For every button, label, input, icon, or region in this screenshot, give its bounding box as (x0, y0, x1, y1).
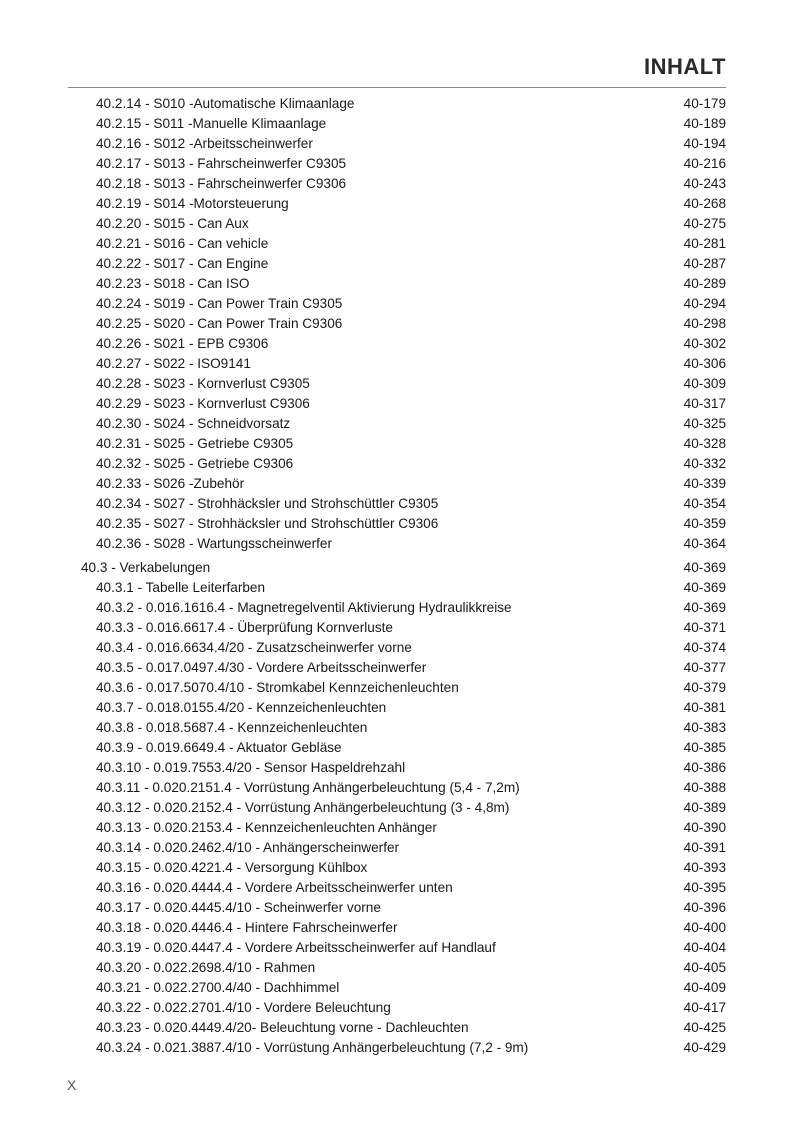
toc-entry-title: 40.3.23 - 0.020.4449.4/20- Beleuchtung vorne - Dachleuchten (96, 1020, 469, 1035)
toc-entry-page: 40-379 (683, 680, 726, 695)
toc-entry-page: 40-425 (683, 1020, 726, 1035)
header-divider (68, 87, 726, 88)
toc-entry-title: 40.2.27 - S022 - ISO9141 (96, 356, 251, 371)
toc-entry[interactable] (0, 494, 794, 514)
toc-entry-title: 40.2.33 - S026 -Zubehör (96, 476, 245, 491)
toc-entry[interactable] (0, 698, 794, 718)
toc-entry[interactable] (0, 294, 794, 314)
toc-entry-title: 40.3.18 - 0.020.4446.4 - Hintere Fahrscheinwerfer (96, 920, 398, 935)
toc-entry-title: 40.3.6 - 0.017.5070.4/10 - Stromkabel Kennzeichenleuchten (96, 680, 459, 695)
toc-entry-page: 40-325 (683, 416, 726, 431)
toc-entry-page: 40-429 (683, 1040, 726, 1055)
toc-entry-title: 40.2.15 - S011 -Manuelle Klimaanlage (96, 116, 327, 131)
toc-entry-title: 40.3.22 - 0.022.2701.4/10 - Vordere Beleuchtung (96, 1000, 391, 1015)
toc-entry-title: 40.3.24 - 0.021.3887.4/10 - Vorrüstung Anhängerbeleuchtung (7,2 - 9m) (96, 1040, 529, 1055)
toc-entry[interactable] (0, 918, 794, 938)
toc-entry-page: 40-216 (683, 156, 726, 171)
toc-entry-page: 40-386 (683, 760, 726, 775)
toc-entry-page: 40-268 (683, 196, 726, 211)
toc-entry-title: 40.3.1 - Tabelle Leiterfarben (96, 580, 266, 595)
toc-entry-title: 40.3.8 - 0.018.5687.4 - Kennzeichenleuchten (96, 720, 368, 735)
toc-entry-page: 40-374 (683, 640, 726, 655)
toc-entry-title: 40.3.13 - 0.020.2153.4 - Kennzeichenleuchten Anhänger (96, 820, 437, 835)
toc-entry[interactable] (0, 938, 794, 958)
toc-entry[interactable] (0, 798, 794, 818)
toc-entry-page: 40-395 (683, 880, 726, 895)
toc-entry-title: 40.3.5 - 0.017.0497.4/30 - Vordere Arbeitsscheinwerfer (96, 660, 427, 675)
toc-entry[interactable] (0, 454, 794, 474)
toc-entry-page: 40-390 (683, 820, 726, 835)
toc-entry-page: 40-400 (683, 920, 726, 935)
toc-entry-title: 40.3.21 - 0.022.2700.4/40 - Dachhimmel (96, 980, 340, 995)
toc-entry[interactable] (0, 958, 794, 978)
toc-entry-page: 40-302 (683, 336, 726, 351)
page-title: INHALT (643, 54, 726, 79)
toc-entry-title: 40.3.2 - 0.016.1616.4 - Magnetregelventil Aktivierung Hydraulikkreise (96, 600, 512, 615)
toc-entry-title: 40.3.19 - 0.020.4447.4 - Vordere Arbeitsscheinwerfer auf Handlauf (96, 940, 496, 955)
table-of-contents (0, 94, 794, 1058)
toc-entry-page: 40-381 (683, 700, 726, 715)
toc-entry-title: 40.3.7 - 0.018.0155.4/20 - Kennzeichenleuchten (96, 700, 387, 715)
toc-entry[interactable] (0, 234, 794, 254)
toc-entry-page: 40-281 (683, 236, 726, 251)
toc-entry-page: 40-332 (683, 456, 726, 471)
toc-entry[interactable] (0, 174, 794, 194)
toc-entry[interactable] (0, 194, 794, 214)
toc-entry-title: 40.2.14 - S010 -Automatische Klimaanlage (96, 96, 355, 111)
toc-entry-page: 40-405 (683, 960, 726, 975)
toc-entry[interactable] (0, 134, 794, 154)
toc-entry[interactable] (0, 434, 794, 454)
toc-entry-page: 40-298 (683, 316, 726, 331)
toc-entry[interactable] (0, 778, 794, 798)
toc-entry-title: 40.3.14 - 0.020.2462.4/10 - Anhängerscheinwerfer (96, 840, 400, 855)
toc-entry[interactable] (0, 254, 794, 274)
toc-entry-title: 40.2.36 - S028 - Wartungsscheinwerfer (96, 536, 332, 551)
toc-entry-title: 40.3.12 - 0.020.2152.4 - Vorrüstung Anhängerbeleuchtung (3 - 4,8m) (96, 800, 510, 815)
toc-entry-page: 40-359 (683, 516, 726, 531)
toc-entry[interactable] (0, 1038, 794, 1058)
toc-entry[interactable] (0, 474, 794, 494)
toc-entry[interactable] (0, 414, 794, 434)
toc-entry-page: 40-371 (683, 620, 726, 635)
toc-entry[interactable] (0, 658, 794, 678)
toc-entry-page: 40-393 (683, 860, 726, 875)
toc-entry-page: 40-287 (683, 256, 726, 271)
toc-entry-page: 40-275 (683, 216, 726, 231)
toc-entry-title: 40.2.28 - S023 - Kornverlust C9305 (96, 376, 310, 391)
toc-entry-page: 40-328 (683, 436, 726, 451)
page-number: X (67, 1077, 77, 1093)
toc-entry[interactable] (0, 154, 794, 174)
toc-entry-title: 40.2.34 - S027 - Strohhäcksler und Strohschüttler C9305 (96, 496, 439, 511)
toc-entry-title: 40.2.25 - S020 - Can Power Train C9306 (96, 316, 343, 331)
toc-entry[interactable] (0, 534, 794, 554)
toc-entry-page: 40-189 (683, 116, 726, 131)
toc-entry[interactable] (0, 274, 794, 294)
toc-entry-title: 40.2.16 - S012 -Arbeitsscheinwerfer (96, 136, 313, 151)
toc-entry-title: 40.2.26 - S021 - EPB C9306 (96, 336, 269, 351)
toc-entry[interactable] (0, 678, 794, 698)
toc-entry[interactable] (0, 114, 794, 134)
toc-entry-title: 40.3.20 - 0.022.2698.4/10 - Rahmen (96, 960, 316, 975)
toc-entry-title: 40.2.32 - S025 - Getriebe C9306 (96, 456, 294, 471)
toc-entry-title: 40.2.19 - S014 -Motorsteuerung (96, 196, 289, 211)
toc-entry-title: 40.2.29 - S023 - Kornverlust C9306 (96, 396, 310, 411)
toc-entry[interactable] (0, 578, 794, 598)
toc-entry[interactable] (0, 598, 794, 618)
toc-entry-page: 40-194 (683, 136, 726, 151)
toc-entry[interactable] (0, 718, 794, 738)
toc-entry-title: 40.3.15 - 0.020.4221.4 - Versorgung Kühlbox (96, 860, 368, 875)
toc-entry-title: 40.3.17 - 0.020.4445.4/10 - Scheinwerfer vorne (96, 900, 381, 915)
toc-entry-page: 40-294 (683, 296, 726, 311)
toc-entry-title: 40.2.17 - S013 - Fahrscheinwerfer C9305 (96, 156, 347, 171)
toc-entry-title: 40.2.23 - S018 - Can ISO (96, 276, 250, 291)
toc-entry[interactable] (0, 374, 794, 394)
toc-entry[interactable] (0, 838, 794, 858)
toc-entry-page: 40-369 (683, 580, 726, 595)
toc-entry-page: 40-289 (683, 276, 726, 291)
toc-entry-title: 40.2.18 - S013 - Fahrscheinwerfer C9306 (96, 176, 347, 191)
toc-entry-page: 40-417 (683, 1000, 726, 1015)
toc-entry[interactable] (0, 618, 794, 638)
toc-section-entry[interactable] (0, 558, 794, 578)
toc-entry[interactable] (0, 978, 794, 998)
toc-entry-page: 40-243 (683, 176, 726, 191)
toc-entry-page: 40-354 (683, 496, 726, 511)
toc-entry[interactable] (0, 878, 794, 898)
toc-entry-page: 40-385 (683, 740, 726, 755)
toc-entry-page: 40-317 (683, 396, 726, 411)
toc-entry-page: 40-388 (683, 780, 726, 795)
toc-entry[interactable] (0, 94, 794, 114)
toc-entry-page: 40-396 (683, 900, 726, 915)
toc-entry-title: 40.2.21 - S016 - Can vehicle (96, 236, 269, 251)
toc-entry-title: 40.2.31 - S025 - Getriebe C9305 (96, 436, 294, 451)
toc-entry[interactable] (0, 394, 794, 414)
toc-entry-page: 40-179 (683, 96, 726, 111)
toc-entry-page: 40-369 (683, 600, 726, 615)
toc-entry-page: 40-339 (683, 476, 726, 491)
toc-entry-title: 40.2.20 - S015 - Can Aux (96, 216, 249, 231)
toc-entry-title: 40.3.16 - 0.020.4444.4 - Vordere Arbeitsscheinwerfer unten (96, 880, 453, 895)
toc-entry-page: 40-369 (683, 560, 726, 575)
toc-entry-page: 40-306 (683, 356, 726, 371)
toc-entry-title: 40.2.30 - S024 - Schneidvorsatz (96, 416, 291, 431)
toc-entry-title: 40.3.9 - 0.019.6649.4 - Aktuator Gebläse (96, 740, 342, 755)
toc-entry-page: 40-377 (683, 660, 726, 675)
toc-entry[interactable] (0, 898, 794, 918)
toc-entry-page: 40-404 (683, 940, 726, 955)
toc-entry-title: 40.3 - Verkabelungen (81, 560, 211, 575)
toc-entry[interactable] (0, 818, 794, 838)
toc-entry[interactable] (0, 514, 794, 534)
toc-entry-title: 40.3.3 - 0.016.6617.4 - Überprüfung Kornverluste (96, 620, 393, 635)
toc-entry[interactable] (0, 998, 794, 1018)
toc-entry-page: 40-389 (683, 800, 726, 815)
toc-entry[interactable] (0, 214, 794, 234)
toc-entry[interactable] (0, 758, 794, 778)
toc-entry-page: 40-309 (683, 376, 726, 391)
toc-entry-title: 40.2.22 - S017 - Can Engine (96, 256, 269, 271)
toc-entry-title: 40.3.4 - 0.016.6634.4/20 - Zusatzscheinwerfer vorne (96, 640, 412, 655)
toc-entry[interactable] (0, 638, 794, 658)
toc-entry[interactable] (0, 314, 794, 334)
toc-entry[interactable] (0, 1018, 794, 1038)
toc-entry[interactable] (0, 354, 794, 374)
toc-entry-title: 40.2.35 - S027 - Strohhäcksler und Strohschüttler C9306 (96, 516, 439, 531)
toc-entry-page: 40-383 (683, 720, 726, 735)
toc-entry[interactable] (0, 858, 794, 878)
toc-entry[interactable] (0, 738, 794, 758)
toc-entry-page: 40-364 (683, 536, 726, 551)
toc-entry[interactable] (0, 334, 794, 354)
toc-entry-title: 40.2.24 - S019 - Can Power Train C9305 (96, 296, 343, 311)
toc-entry-title: 40.3.11 - 0.020.2151.4 - Vorrüstung Anhängerbeleuchtung (5,4 - 7,2m) (96, 780, 520, 795)
toc-entry-page: 40-391 (683, 840, 726, 855)
toc-entry-title: 40.3.10 - 0.019.7553.4/20 - Sensor Haspeldrehzahl (96, 760, 406, 775)
toc-entry-page: 40-409 (683, 980, 726, 995)
